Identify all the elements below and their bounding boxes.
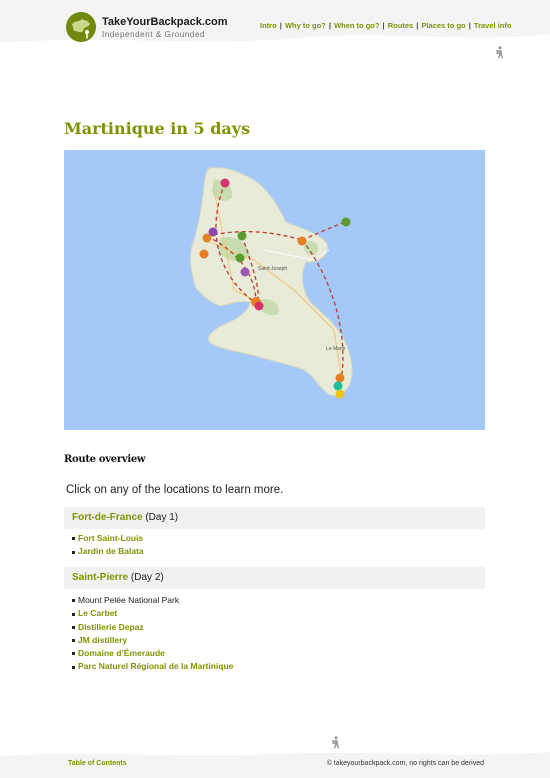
list-item	[72, 634, 233, 647]
day-2-label: (Day 2)	[130, 572, 164, 583]
place-link[interactable]: Parc Naturel Régional de la Martinique	[78, 661, 234, 672]
brand-logo[interactable]	[66, 12, 246, 48]
table-of-contents-link[interactable]: Table of Contents	[68, 760, 127, 767]
brand-tagline: Independent & Grounded	[102, 30, 206, 39]
list-item	[72, 621, 233, 634]
place-link[interactable]: Fort Saint-Louis	[78, 533, 144, 543]
page-header	[0, 0, 550, 60]
day-2-header	[64, 567, 485, 589]
bullet-icon	[72, 599, 75, 602]
top-navigation: Intro | Why to go? | When to go? | Routes | Places to go | Travel info	[260, 21, 512, 30]
list-item	[72, 607, 233, 620]
map-marker	[334, 382, 343, 391]
nav-when-to-go[interactable]: When to go?	[334, 21, 380, 30]
list-item	[72, 660, 233, 673]
nav-routes[interactable]: Routes	[387, 21, 414, 30]
page-title: Martinique in 5 days	[64, 119, 251, 138]
map-marker	[238, 232, 247, 241]
place-name: Mount Pelée National Park	[78, 595, 180, 605]
bullet-icon	[72, 652, 75, 655]
bullet-icon	[72, 551, 75, 554]
nav-travel-info[interactable]: Travel info	[473, 21, 512, 30]
day-1-header	[64, 507, 485, 529]
map-marker	[236, 254, 245, 263]
place-link[interactable]: JM distillery	[78, 634, 128, 645]
map-label-le-marin: Le Marin	[326, 346, 346, 352]
globe-icon	[66, 12, 96, 42]
day-2-places	[72, 594, 233, 674]
bullet-icon	[72, 639, 75, 642]
place-link[interactable]: Le Carbet	[78, 608, 118, 619]
map-marker	[221, 179, 230, 188]
route-map[interactable]	[64, 150, 485, 430]
map-marker	[342, 218, 351, 227]
list-item	[72, 532, 144, 545]
route-overview-intro: Click on any of the locations to learn more.	[66, 484, 284, 496]
day-1-places	[72, 532, 144, 559]
list-item	[72, 594, 233, 607]
bullet-icon	[72, 613, 75, 616]
day-1-label: (Day 1)	[145, 512, 179, 523]
nav-why-to-go[interactable]: Why to go?	[284, 21, 326, 30]
bullet-icon	[72, 666, 75, 669]
list-item	[72, 647, 233, 660]
map-label-saint-joseph: Saint-Joseph	[258, 266, 288, 272]
nav-intro[interactable]: Intro	[260, 21, 277, 30]
day-1-city-link[interactable]: Fort-de-France	[72, 512, 143, 523]
map-marker	[200, 250, 209, 259]
place-link[interactable]: Jardin de Balata	[78, 546, 144, 557]
map-marker	[336, 374, 345, 383]
map-marker	[203, 234, 212, 243]
brand-title: TakeYourBackpack.com	[102, 16, 228, 28]
place-link[interactable]: Distillerie Depaz	[78, 621, 144, 632]
map-marker	[298, 237, 307, 246]
map-marker	[241, 268, 250, 277]
day-2-city-link[interactable]: Saint-Pierre	[72, 572, 129, 583]
place-link[interactable]: Domaine d’Émeraude	[78, 648, 165, 659]
map-marker	[336, 390, 345, 399]
list-item	[72, 545, 144, 558]
map-marker	[255, 302, 264, 311]
bullet-icon	[72, 626, 75, 629]
bullet-icon	[72, 537, 75, 540]
hiker-icon	[495, 46, 505, 59]
footer-copyright: © takeyourbackpack.com, no rights can be derived	[326, 760, 484, 767]
nav-places-to-go[interactable]: Places to go	[421, 21, 466, 30]
route-overview-heading: Route overview	[64, 454, 146, 465]
